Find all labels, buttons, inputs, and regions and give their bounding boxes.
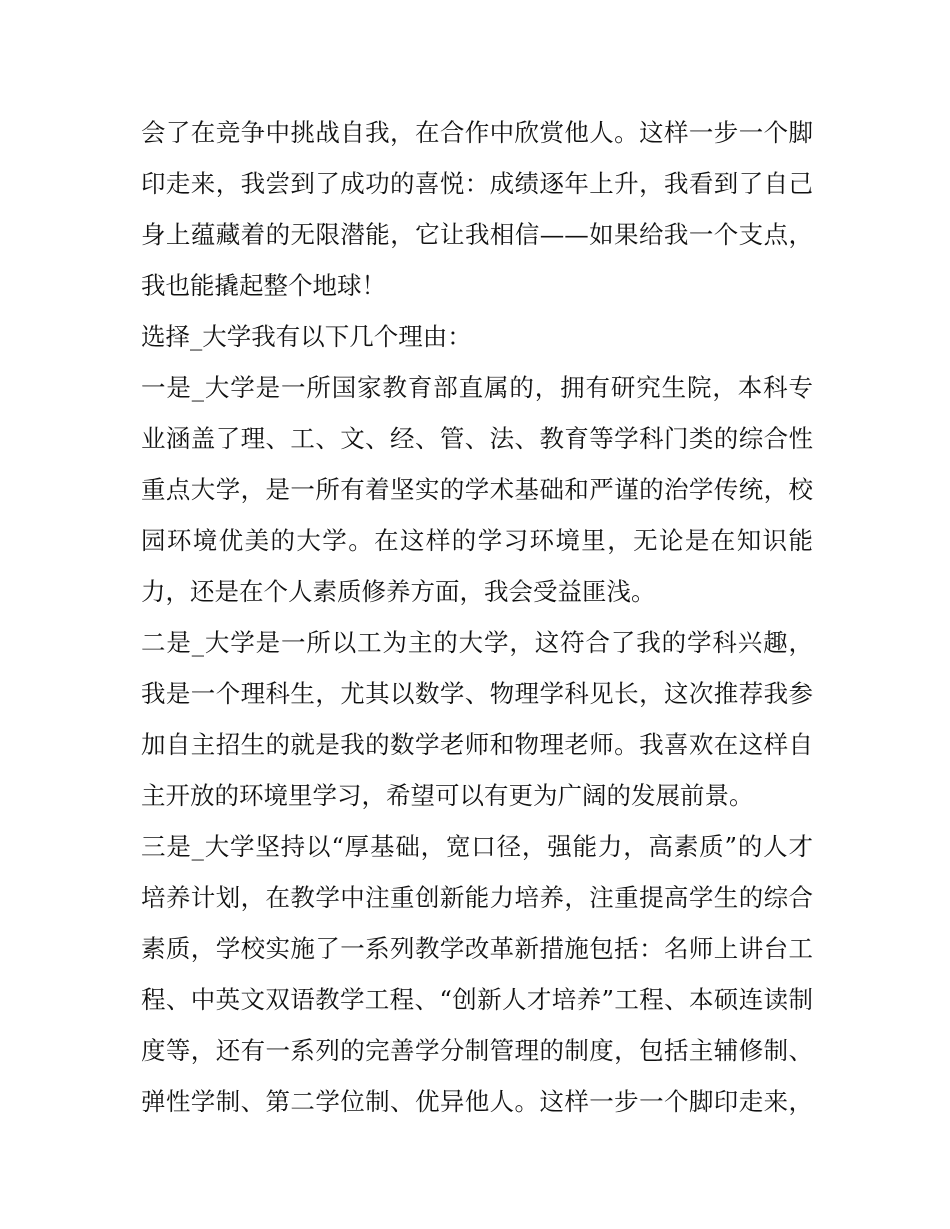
document-body — [141, 107, 813, 1127]
text-line: 力，还是在个人素质修养方面，我会受益匪浅。 — [141, 577, 656, 606]
text-line: 业涵盖了理、工、文、经、管、法、教育等学科门类的综合性 — [141, 424, 813, 453]
text-line: 一是_大学是一所国家教育部直属的，拥有研究生院，本科专 — [141, 373, 813, 402]
text-line: 会了在竞争中挑战自我，在合作中欣赏他人。这样一步一个脚 — [141, 118, 813, 147]
text-line: 我是一个理科生，尤其以数学、物理学科见长，这次推荐我参 — [141, 679, 813, 708]
text-line: 重点大学，是一所有着坚实的学术基础和严谨的治学传统，校 — [141, 475, 813, 504]
text-line: 园环境优美的大学。在这样的学习环境里，无论是在知识能 — [141, 526, 813, 555]
text-line: 印走来，我尝到了成功的喜悦：成绩逐年上升，我看到了自己 — [141, 169, 813, 198]
text-line: 程、中英文双语教学工程、“创新人才培养”工程、本硕连读制 — [141, 985, 813, 1014]
text-line: 选择_大学我有以下几个理由： — [141, 322, 472, 351]
text-line: 二是_大学是一所以工为主的大学，这符合了我的学科兴趣， — [141, 628, 813, 657]
text-line: 三是_大学坚持以“厚基础，宽口径，强能力，高素质”的人才 — [141, 832, 813, 861]
text-line: 我也能撬起整个地球！ — [141, 271, 386, 300]
text-line: 弹性学制、第二学位制、优异他人。这样一步一个脚印走来， — [141, 1087, 813, 1116]
text-line: 加自主招生的就是我的数学老师和物理老师。我喜欢在这样自 — [141, 730, 813, 759]
text-line: 培养计划，在教学中注重创新能力培养，注重提高学生的综合 — [141, 883, 813, 912]
text-line: 身上蕴藏着的无限潜能，它让我相信——如果给我一个支点， — [141, 220, 813, 249]
text-line: 主开放的环境里学习，希望可以有更为广阔的发展前景。 — [141, 781, 754, 810]
text-line: 度等，还有一系列的完善学分制管理的制度，包括主辅修制、 — [141, 1036, 813, 1065]
text-line: 素质，学校实施了一系列教学改革新措施包括：名师上讲台工 — [141, 934, 813, 963]
